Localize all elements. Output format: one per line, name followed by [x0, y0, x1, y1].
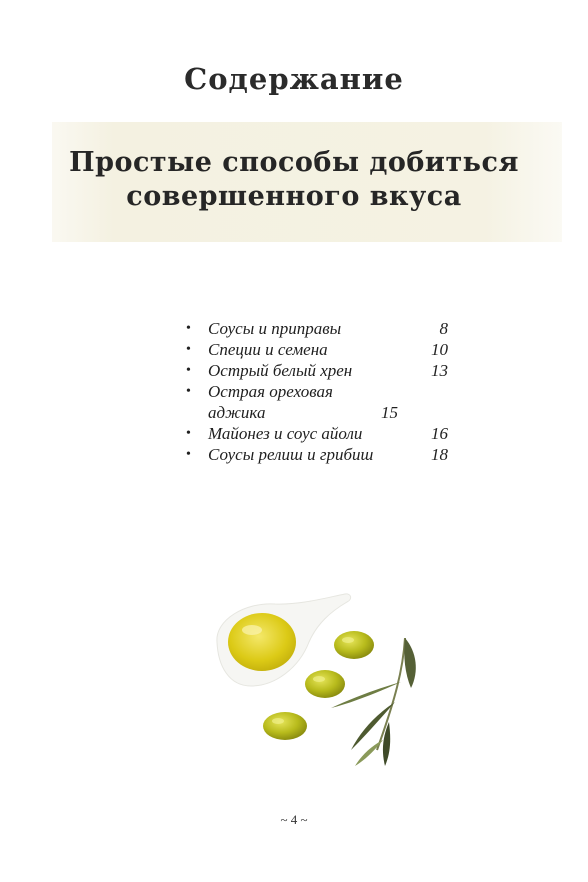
bullet-icon: •	[186, 342, 191, 357]
olive-oil-illustration	[205, 590, 435, 770]
table-of-contents	[186, 318, 448, 465]
toc-entry-page: 18	[431, 445, 448, 464]
toc-entry-title: Соусы релиш и грибиш	[208, 445, 374, 464]
section-title-line-1: Простые способы добиться	[69, 147, 519, 178]
toc-entry-page: 15	[381, 403, 398, 422]
bullet-icon: •	[186, 363, 191, 378]
toc-entry-title: Острый белый хрен	[208, 361, 353, 380]
toc-entry-page: 8	[439, 319, 448, 338]
olive-icon	[334, 631, 374, 659]
toc-entry-title: Майонез и соус айоли	[208, 424, 363, 443]
toc-entry	[186, 444, 448, 465]
section-title	[0, 146, 588, 214]
toc-entry-title: Специи и семена	[208, 340, 328, 359]
bullet-icon: •	[186, 321, 191, 336]
toc-entry	[186, 318, 448, 339]
bullet-icon: •	[186, 384, 191, 399]
olive-icon	[263, 712, 307, 740]
page-number: ~ 4 ~	[280, 812, 308, 827]
toc-entry	[186, 381, 448, 423]
toc-entry	[186, 423, 448, 444]
olive-oil-pool	[228, 613, 296, 671]
section-title-line-2: совершенного вкуса	[126, 181, 462, 212]
toc-entry-page: 16	[431, 424, 448, 443]
page-title: Содержание	[184, 62, 404, 96]
toc-entry-page: 10	[431, 340, 448, 359]
bullet-icon: •	[186, 447, 191, 462]
olive-branch-icon	[331, 638, 416, 766]
bullet-icon: •	[186, 426, 191, 441]
toc-entry	[186, 360, 448, 381]
toc-entry-title: Острая ореховая аджика	[208, 382, 333, 422]
toc-entry-page: 13	[431, 361, 448, 380]
olive-icon	[305, 670, 345, 698]
toc-entry	[186, 339, 448, 360]
toc-entry-title: Соусы и приправы	[208, 319, 342, 338]
